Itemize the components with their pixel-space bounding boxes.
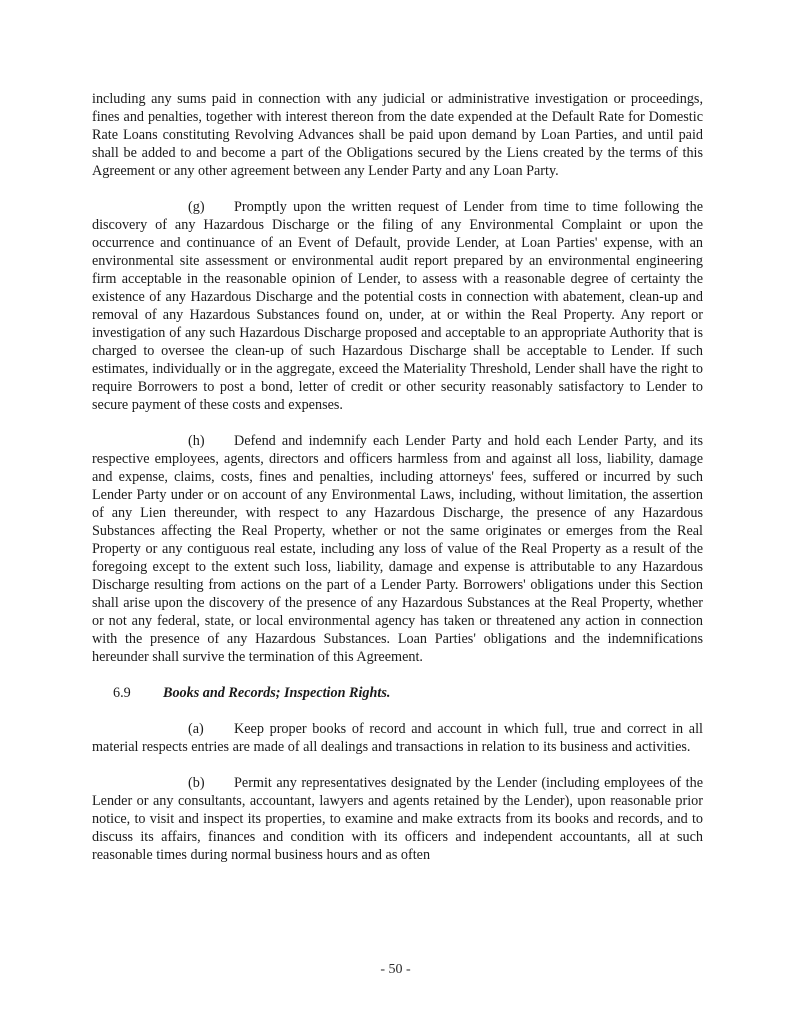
section-number: 6.9	[113, 685, 131, 701]
paragraph-h	[92, 432, 703, 666]
continuation-paragraph: including any sums paid in connection with any judicial or administrative investigation or proceedings, fines and penalties, together with interest thereon from the date expended at the Default Rate for Domestic Rate Loans constituting Revolving Advances shall be paid upon demand by Loan Parties, and until paid shall be added to and become a part of the Obligations secured by the Liens created by the terms of this Agreement or any other agreement between any Lender Party and any Loan Party.	[92, 91, 703, 179]
paragraph-text: Defend and indemnify each Lender Party and hold each Lender Party, and its respective employees, agents, directors and officers harmless from and against all loss, liability, damage and expense, claims, costs, fines and penalties, including attorneys' fees, suffered or incurred by such Lender Party under or on account of any Environmental Laws, including, without limitation, the assertion of any Lien thereunder, with respect to any Hazardous Discharge, the presence of any Hazardous Substances affecting the Real Property, whether or not the same originates or emerges from the Real Property or any contiguous real estate, including any loss of value of the Real Property as a result of the foregoing except to the extent such loss, liability, damage and expense is attributable to any Hazardous Discharge resulting from actions on the part of a Lender Party. Borrowers' obligations under this Section shall arise upon the discovery of the presence of any Hazardous Substances at the Real Property, whether or not any federal, state, or local environmental agency has taken or threatened any action in connection with the presence of any Hazardous Substances. Loan Parties' obligations and the indemnifications hereunder shall survive the termination of this Agreement.	[92, 433, 703, 665]
paragraph-marker: (h)	[188, 433, 205, 449]
paragraph-text: Promptly upon the written request of Lender from time to time following the discovery of any Hazardous Discharge or the filing of any Environmental Complaint or upon the occurrence and continuance of an Event of Default, provide Lender, at Loan Parties' expense, with an environmental site assessment or environmental audit report prepared by an environmental engineering firm acceptable in the reasonable opinion of Lender, to assess with a reasonable degree of certainty the existence of any Hazardous Discharge and the potential costs in connection with abatement, clean-up and removal of any Hazardous Substances found on, under, at or within the Real Property. Any report or investigation of any such Hazardous Discharge proposed and acceptable to an appropriate Authority that is charged to oversee the clean-up of such Hazardous Discharge shall be acceptable to Lender. If such estimates, individually or in the aggregate, exceed the Materiality Threshold, Lender shall have the right to require Borrowers to post a bond, letter of credit or other security reasonably satisfactory to Lender to secure payment of these costs and expenses.	[92, 199, 703, 413]
paragraph-marker: (b)	[188, 775, 205, 791]
paragraph-text: Permit any representatives designated by the Lender (including employees of the Lender or any consultants, accountant, lawyers and agents retained by the Lender), upon reasonable prior notice, to visit and inspect its properties, to examine and make extracts from its books and records, and to discuss its affairs, finances and condition with its officers and independent accountants, all at such reasonable times during normal business hours and as often	[92, 775, 703, 863]
document-page	[92, 90, 703, 882]
paragraph-g	[92, 198, 703, 414]
paragraph-a	[92, 720, 703, 756]
page-number: - 50 -	[380, 962, 411, 977]
section-title: Books and Records; Inspection Rights.	[163, 685, 391, 701]
section-heading	[92, 684, 703, 702]
paragraph-b	[92, 774, 703, 864]
paragraph-text: Keep proper books of record and account in which full, true and correct in all material respects entries are made of all dealings and transactions in relation to its business and activities.	[92, 721, 703, 755]
paragraph-marker: (g)	[188, 199, 205, 215]
paragraph-marker: (a)	[188, 721, 204, 737]
